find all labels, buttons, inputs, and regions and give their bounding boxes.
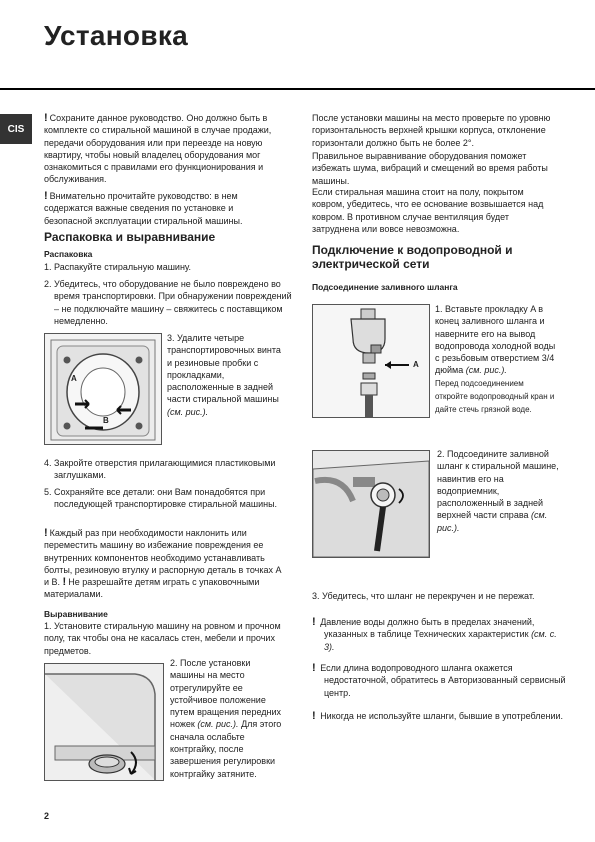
section-unpack-level: Распаковка и выравнивание: [44, 230, 216, 244]
warning-water-pressure: ! Давление воды должно быть в пределах значений, указанных в таблице Технических характеристик (см. с. 3).: [312, 616, 557, 652]
subheading-leveling: Выравнивание: [44, 609, 108, 619]
title-rule: [0, 88, 595, 90]
warning-keep-manual: ! Сохраните данное руководство. Оно должно быть в комплекте со стиральной машиной в случае продажи, передачи оборудования или при переезде на новую квартиру, чтобы новый владелец оборудования мог ознакомиться с правилами его функционирования и обслуживания.: [44, 112, 272, 185]
hose-step-1: 1. Вставьте прокладку A в конец заливного шланга и наверните его на вывод водопровода холодной воды с резьбовым отверстием 3/4 дюйма (см. рис.). Перед подсоединением откройте водопроводный кран и дайте стечь грязной воде.: [435, 304, 556, 415]
subheading-inlet-hose: Подсоединение заливного шланга: [312, 282, 458, 292]
warning-used-hoses: ! Никогда не используйте шланги, бывшие в употреблении.: [312, 710, 564, 722]
leveling-benefit-paragraph: Правильное выравнивание оборудования поможет избежать шума, вибраций и смещений во время работы машины.: [312, 151, 548, 186]
figure-label-a: A: [413, 360, 419, 369]
language-tab: CIS: [0, 114, 32, 144]
warning-icon: !: [44, 527, 48, 539]
step-5: 5. Сохраняйте все детали: они Вам понадобятся при последующей транспортировке стиральной машины.: [44, 487, 278, 510]
warning-icon: !: [312, 662, 316, 674]
level-check-paragraph: После установки машины на место проверьте по уровню горизонтальность верхней крышки корпуса, отклонение горизонтали должно быть не более 2°.: [312, 113, 551, 148]
warning-icon: !: [44, 112, 48, 124]
figure-label-a: A: [71, 374, 77, 383]
page-number: 2: [44, 811, 50, 821]
step-2: 2. Убедитесь, что оборудование не было повреждено во время транспортировки. При обнаружении повреждений – не подключайте машину – свяжитесь с поставщиком немедленно.: [44, 279, 292, 326]
step-1: 1. Распакуйте стиральную машину.: [44, 262, 192, 272]
section-connections: Подключение к водопроводной и электрической сети: [312, 243, 513, 271]
warning-read-manual: ! Внимательно прочитайте руководство: в нем содержатся важные сведения по установке и безопасной эксплуатации стиральной машины.: [44, 190, 243, 226]
warning-hose-length: ! Если длина водопроводного шланга окажется недостаточной, обратитесь в Авторизованный сервисный центр.: [312, 662, 566, 698]
warning-icon: !: [312, 616, 316, 628]
page-title: Установка: [44, 20, 189, 51]
figure-machine-inlet: [312, 450, 430, 558]
figure-tap-hose: [312, 304, 430, 418]
leveling-step-1: 1. Установите стиральную машину на ровном и прочном полу, так чтобы она не касалась стен, мебели и прочих предметов.: [44, 621, 281, 656]
hose-step-2: 2. Подсоедините заливной шланг к стиральной машине, навинтив его на водоприемник, расположенный в задней верхней части справа (см. рис.).: [437, 449, 559, 533]
figure-adjust-feet: [44, 663, 164, 781]
step-4: 4. Закройте отверстия прилагающимися пластиковыми заглушками.: [44, 458, 276, 481]
warning-icon: !: [62, 576, 67, 589]
warning-icon: !: [44, 190, 48, 202]
figure-transport-screws: [44, 333, 162, 445]
warning-transport-bolts: ! Каждый раз при необходимости наклонить или переместить машину во избежание повреждения ее внутренних компонентов необходимо устанавливать болты, резиновую втулку и распорную деталь в точках A и B. ! Не разрешайте детям играть с упаковочными материалами.: [44, 527, 281, 600]
subheading-unpack: Распаковка: [44, 249, 93, 259]
step-3: 3. Удалите четыре транспортировочных винта и резиновые пробки с прокладками, расположенные в задней части стиральной машины (см. рис.).: [167, 333, 281, 417]
carpet-paragraph: Если стиральная машина стоит на полу, покрытом ковром, убедитесь, что ее основание возвышается над ковром. В противном случае вентиляция будет затруднена или вовсе невозможна.: [312, 187, 544, 234]
hose-step-3: 3. Убедитесь, что шланг не перекручен и не пережат.: [312, 591, 535, 601]
figure-label-b: B: [103, 416, 109, 425]
leveling-step-2: 2. После установки машины на место отрегулируйте ее устойчивое положение путем вращения передних ножек (см. рис.). Для этого сначала ослабьте контргайку, после завершения регулировки контргайку затяните.: [170, 658, 282, 779]
warning-icon: !: [312, 710, 316, 722]
